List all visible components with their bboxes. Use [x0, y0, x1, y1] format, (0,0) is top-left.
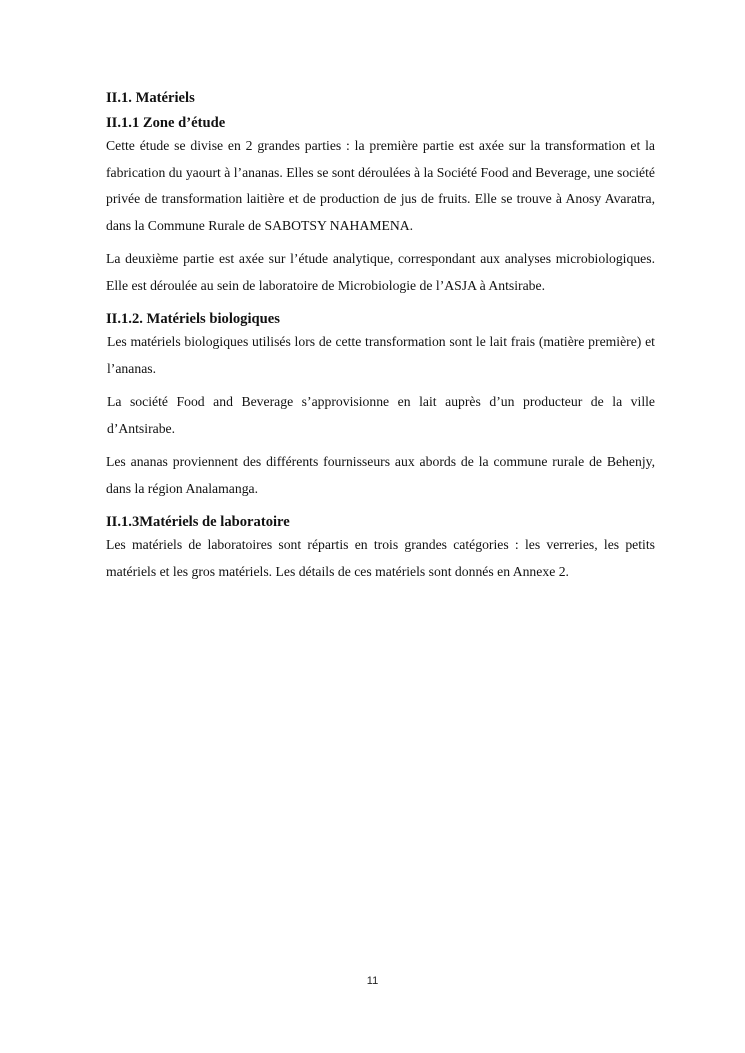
- paragraph-materiels-biologiques-1: Les matériels biologiques utilisés lors de cette transformation sont le lait frais (matière première) et l’ananas.: [107, 334, 655, 376]
- page-content: [106, 88, 655, 585]
- page-number: 11: [366, 975, 379, 987]
- paragraph-zone-etude-1: Cette étude se divise en 2 grandes parties : la première partie est axée sur la transformation et la fabrication du yaourt à l’ananas. Elles se sont déroulées à la Société Food and Beverage, une société privée de transformation laitière et de production de jus de fruits. Elle se trouve à Anosy Avaratra, dans la Commune Rurale de SABOTSY NAHAMENA.: [106, 138, 655, 233]
- heading-materiels-biologiques: II.1.2. Matériels biologiques: [106, 311, 280, 327]
- heading-materiels-laboratoire: II.1.3Matériels de laboratoire: [106, 514, 290, 530]
- paragraph-materiels-laboratoire-1: Les matériels de laboratoires sont répartis en trois grandes catégories : les verreries, les petits matériels et les gros matériels. Les détails de ces matériels sont donnés en Annexe 2.: [106, 537, 655, 579]
- heading-materiels: II.1. Matériels: [106, 90, 195, 106]
- paragraph-materiels-biologiques-2: La société Food and Beverage s’approvisionne en lait auprès d’un producteur de la ville d’Antsirabe.: [107, 394, 655, 436]
- paragraph-materiels-biologiques-3: Les ananas proviennent des différents fournisseurs aux abords de la commune rurale de Behenjy, dans la région Analamanga.: [106, 454, 655, 496]
- paragraph-zone-etude-2: La deuxième partie est axée sur l’étude analytique, correspondant aux analyses microbiologiques. Elle est déroulée au sein de laboratoire de Microbiologie de l’ASJA à Antsirabe.: [106, 251, 655, 293]
- heading-zone-etude: II.1.1 Zone d’étude: [106, 115, 226, 131]
